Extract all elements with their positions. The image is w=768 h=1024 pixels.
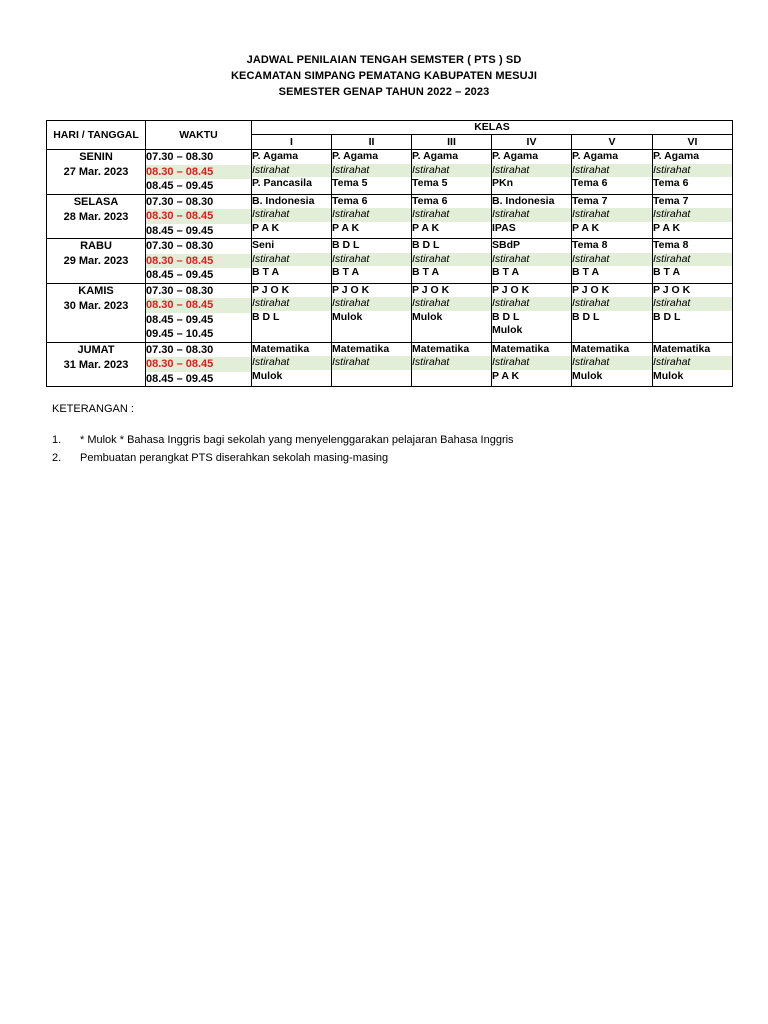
subject: P. Agama: [653, 150, 700, 162]
subject: Tema 6: [653, 177, 689, 189]
subject: Tema 7: [653, 194, 689, 207]
break-label: Istirahat: [252, 253, 331, 267]
subject-cell: [653, 283, 733, 342]
subject-cell: [252, 194, 332, 239]
subject: Mulok: [492, 324, 523, 336]
subject: SBdP: [492, 239, 521, 251]
subject: P A K: [252, 221, 280, 234]
subject: Matematika: [252, 342, 310, 355]
break-label: Istirahat: [332, 253, 411, 267]
subject: P J O K: [572, 283, 610, 296]
day-date: 28 Mar. 2023: [63, 210, 129, 223]
break-time-slot: 08.30 – 08.45: [146, 209, 251, 224]
note-text: * Mulok * Bahasa Inggris bagi sekolah yang menyelenggarakan pelajaran Bahasa Inggris: [80, 434, 514, 446]
schedule-table: [46, 120, 733, 387]
subject-cell: [332, 283, 412, 342]
break-label: Istirahat: [492, 253, 571, 267]
time-slot: 07.30 – 08.30: [146, 151, 214, 163]
subject-cell: [412, 194, 492, 239]
time-slot: 08.45 – 09.45: [146, 313, 214, 326]
note-item: [52, 432, 514, 448]
subject: B D L: [332, 239, 360, 251]
subject-cell: [492, 342, 572, 387]
time-slot: 08.45 – 09.45: [146, 269, 214, 281]
subject: Tema 7: [572, 194, 608, 207]
subject: P. Agama: [252, 150, 299, 162]
subject-cell: [332, 342, 412, 387]
subject: Matematika: [492, 342, 550, 355]
break-label: Istirahat: [572, 208, 652, 222]
time-slot: 07.30 – 08.30: [146, 284, 214, 297]
time-cell: [146, 239, 252, 284]
subject: B T A: [653, 266, 681, 278]
day-cell: [47, 150, 146, 195]
subject: B T A: [332, 266, 360, 278]
subject: P. Agama: [492, 150, 539, 162]
time-slot: 08.45 – 09.45: [146, 180, 214, 192]
subject: Tema 6: [412, 194, 448, 207]
notes-title: KETERANGAN :: [52, 403, 134, 415]
subject-cell: [252, 150, 332, 195]
subject: Matematika: [653, 342, 711, 355]
subject-cell: [252, 283, 332, 342]
header-class-4: IV: [492, 135, 572, 150]
subject: IPAS: [492, 221, 516, 234]
header-class-1: I: [252, 135, 332, 150]
break-label: Istirahat: [572, 297, 652, 311]
break-label: Istirahat: [252, 297, 331, 311]
day-cell: [47, 194, 146, 239]
break-label: Istirahat: [332, 297, 411, 311]
subject-cell: [572, 283, 653, 342]
subject: B D L: [252, 310, 280, 323]
break-label: Istirahat: [332, 164, 411, 178]
break-label: Istirahat: [572, 356, 652, 370]
subject-cell: [332, 194, 412, 239]
subject: P J O K: [653, 283, 691, 296]
subject: P J O K: [252, 283, 290, 296]
header-waktu: WAKTU: [146, 121, 252, 150]
time-cell: [146, 283, 252, 342]
break-time-slot: 08.30 – 08.45: [146, 254, 251, 269]
table-row-selasa: [47, 194, 733, 239]
title-line-3: SEMESTER GENAP TAHUN 2022 – 2023: [278, 86, 490, 98]
break-label: Istirahat: [412, 164, 491, 178]
break-label: Istirahat: [653, 164, 732, 178]
subject-cell: [653, 342, 733, 387]
notes-section: [52, 400, 514, 468]
subject: Tema 8: [653, 239, 689, 251]
header-kelas: KELAS: [252, 121, 733, 135]
subject: PKn: [492, 177, 513, 189]
break-label: Istirahat: [252, 356, 331, 370]
subject: Mulok: [653, 369, 684, 382]
subject-cell: [412, 150, 492, 195]
subject: P. Pancasila: [252, 177, 312, 189]
subject-cell: [653, 239, 733, 284]
subject: Tema 5: [332, 177, 368, 189]
break-label: Istirahat: [492, 297, 571, 311]
break-label: Istirahat: [653, 208, 732, 222]
break-label: Istirahat: [492, 208, 571, 222]
subject: Matematika: [572, 342, 630, 355]
subject: Matematika: [332, 342, 390, 355]
day-name: JUMAT: [77, 343, 115, 356]
subject: Tema 5: [412, 177, 448, 189]
break-label: Istirahat: [572, 164, 652, 178]
subject: P A K: [572, 221, 600, 234]
subject: B D L: [412, 239, 440, 251]
subject-cell: [412, 342, 492, 387]
day-date: 29 Mar. 2023: [63, 255, 129, 267]
day-cell: [47, 283, 146, 342]
break-label: Istirahat: [492, 356, 571, 370]
header-hari-tanggal: HARI / TANGGAL: [47, 121, 146, 150]
subject-cell: [492, 194, 572, 239]
subject: P A K: [332, 221, 360, 234]
subject: P A K: [492, 369, 520, 382]
day-name: SELASA: [73, 195, 119, 208]
subject: Tema 6: [572, 177, 608, 189]
break-label: Istirahat: [653, 253, 732, 267]
break-label: Istirahat: [332, 208, 411, 222]
break-label: Istirahat: [412, 253, 491, 267]
subject-cell: [252, 342, 332, 387]
header-class-6: VI: [653, 135, 733, 150]
subject: B T A: [572, 266, 600, 278]
subject: Mulok: [412, 310, 443, 323]
subject: B T A: [412, 266, 440, 278]
time-slot: 07.30 – 08.30: [146, 195, 214, 208]
subject: Tema 6: [332, 194, 368, 207]
header-class-5: V: [572, 135, 653, 150]
subject: B D L: [492, 310, 520, 323]
subject: Mulok: [572, 369, 603, 382]
time-cell: [146, 194, 252, 239]
subject: B T A: [492, 266, 520, 278]
subject: P. Agama: [572, 150, 619, 162]
break-label: Istirahat: [412, 356, 491, 370]
day-date: 31 Mar. 2023: [63, 358, 129, 371]
subject: Mulok: [332, 310, 363, 323]
subject-cell: [412, 239, 492, 284]
table-row-senin: [47, 150, 733, 195]
subject: P. Agama: [332, 150, 379, 162]
subject: Matematika: [412, 342, 470, 355]
subject-cell: [572, 150, 653, 195]
break-label: Istirahat: [412, 297, 491, 311]
header-class-3: III: [412, 135, 492, 150]
subject-cell: [653, 150, 733, 195]
day-cell: [47, 239, 146, 284]
subject-cell: [332, 239, 412, 284]
header-class-2: II: [332, 135, 412, 150]
day-name: KAMIS: [78, 284, 114, 297]
break-time-slot: 08.30 – 08.45: [146, 357, 251, 372]
subject: P. Agama: [412, 150, 459, 162]
time-slot: 07.30 – 08.30: [146, 343, 214, 356]
subject-cell: [492, 239, 572, 284]
subject: B D L: [572, 310, 600, 323]
document-title: [0, 52, 768, 100]
time-slot: 08.45 – 09.45: [146, 372, 214, 385]
subject: Tema 8: [572, 239, 608, 251]
break-label: Istirahat: [252, 208, 331, 222]
time-cell: [146, 150, 252, 195]
subject: P J O K: [332, 283, 370, 296]
time-slot: 07.30 – 08.30: [146, 240, 214, 252]
day-date: 27 Mar. 2023: [63, 166, 129, 178]
note-item: [52, 450, 514, 466]
subject: P A K: [653, 221, 681, 234]
note-number: 2.: [52, 452, 62, 464]
subject: Mulok: [252, 369, 283, 382]
break-label: Istirahat: [653, 297, 732, 311]
subject-cell: [492, 283, 572, 342]
time-slot: 08.45 – 09.45: [146, 224, 214, 237]
note-number: 1.: [52, 434, 62, 446]
subject: B. Indonesia: [492, 194, 555, 207]
day-name: RABU: [80, 240, 112, 252]
subject-cell: [492, 150, 572, 195]
subject-cell: [572, 194, 653, 239]
subject-cell: [572, 239, 653, 284]
subject-cell: [653, 194, 733, 239]
day-name: SENIN: [79, 151, 113, 163]
subject-cell: [572, 342, 653, 387]
subject-cell: [332, 150, 412, 195]
day-cell: [47, 342, 146, 387]
break-label: Istirahat: [653, 356, 732, 370]
title-line-2: KECAMATAN SIMPANG PEMATANG KABUPATEN MESUJI: [231, 70, 537, 82]
subject: Seni: [252, 239, 275, 251]
title-line-1: JADWAL PENILAIAN TENGAH SEMSTER ( PTS ) SD: [246, 54, 522, 66]
break-label: Istirahat: [492, 164, 571, 178]
subject-cell: [252, 239, 332, 284]
subject: B T A: [252, 266, 280, 278]
subject: P J O K: [412, 283, 450, 296]
break-label: Istirahat: [572, 253, 652, 267]
subject: P A K: [412, 221, 440, 234]
table-row-jumat: [47, 342, 733, 387]
break-time-slot: 08.30 – 08.45: [146, 298, 251, 313]
day-date: 30 Mar. 2023: [63, 299, 129, 312]
subject: P J O K: [492, 283, 530, 296]
note-text: Pembuatan perangkat PTS diserahkan sekolah masing-masing: [80, 452, 389, 464]
subject: B. Indonesia: [252, 194, 315, 207]
subject-cell: [412, 283, 492, 342]
break-label: Istirahat: [332, 356, 411, 370]
time-cell: [146, 342, 252, 387]
table-row-kamis: [47, 283, 733, 342]
subject: B D L: [653, 310, 681, 323]
break-label: Istirahat: [412, 208, 491, 222]
table-row-rabu: [47, 239, 733, 284]
break-time-slot: 08.30 – 08.45: [146, 165, 251, 180]
time-slot: 09.45 – 10.45: [146, 328, 214, 340]
break-label: Istirahat: [252, 164, 331, 178]
